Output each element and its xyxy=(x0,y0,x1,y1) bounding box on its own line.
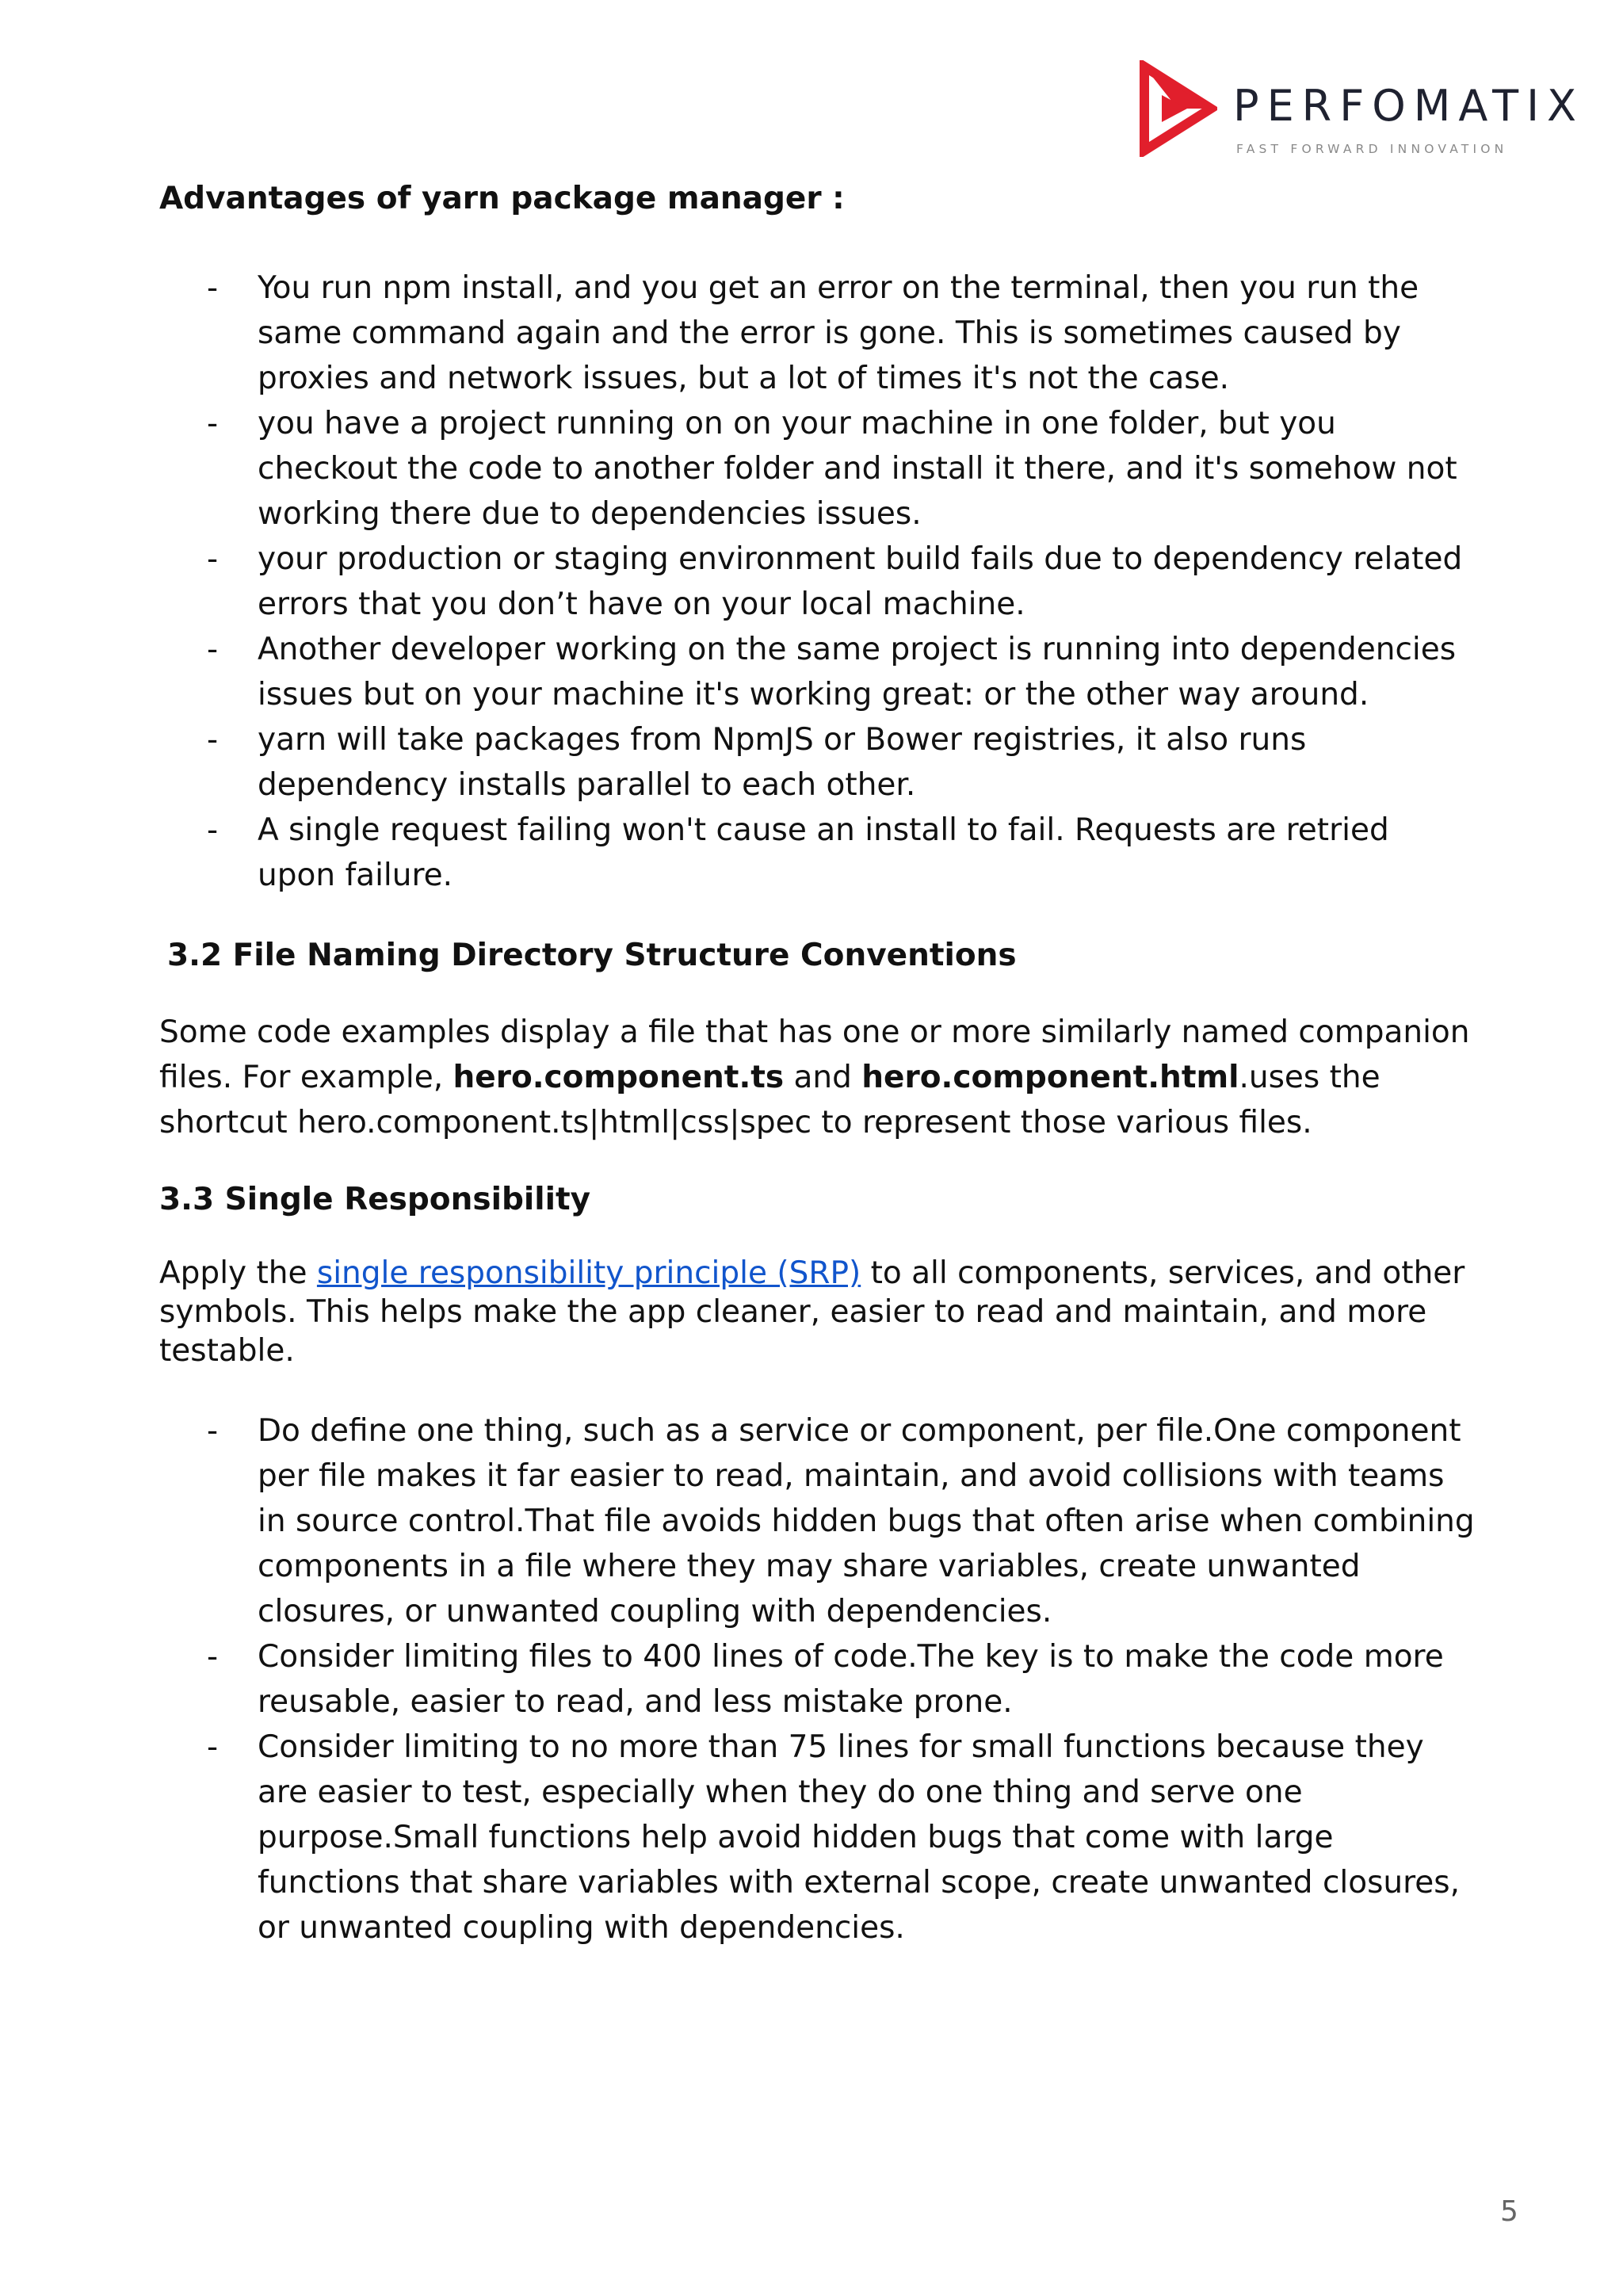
list-item xyxy=(159,717,1475,808)
dash-bullet: - xyxy=(207,722,219,758)
list-item xyxy=(159,401,1475,537)
paragraph-text: and xyxy=(784,1060,862,1095)
advantages-list xyxy=(159,266,1475,898)
advantages-heading: Advantages of yarn package manager : xyxy=(159,181,845,216)
list-item-text: Do define one thing, such as a service or component, per file.One component per file makes it far easier to read, maintain, and avoid collisions with teams in source control.That file avoids hidden bugs that often arise when combining components in a file where they may share variables, create unwanted closures, or unwanted coupling with dependencies. xyxy=(258,1413,1475,1629)
list-item xyxy=(159,1634,1475,1725)
list-item-text: yarn will take packages from NpmJS or Bower registries, it also runs dependency installs parallel to each other. xyxy=(258,722,1307,803)
list-item xyxy=(159,1408,1475,1634)
dash-bullet: - xyxy=(207,541,219,577)
srp-link[interactable]: single responsibility principle (SRP) xyxy=(316,1255,861,1291)
paragraph-text: .uses the shortcut hero.component.ts|html|css|spec to represent those various files. xyxy=(159,1060,1381,1140)
list-item xyxy=(159,537,1475,627)
brand-name: PERFOMATIX xyxy=(1233,81,1585,131)
list-item-text: Consider limiting to no more than 75 lines for small functions because they are easier to test, especially when they do one thing and serve one purpose.Small functions help avoid hidden bugs that come with large functions that share variables with external scope, create unwanted closures, or unwanted coupling with dependencies. xyxy=(258,1729,1461,1946)
section-3-2-heading: 3.2 File Naming Directory Structure Conventions xyxy=(167,938,1017,973)
responsibility-list xyxy=(159,1408,1475,1950)
document-body xyxy=(159,176,1475,1950)
paragraph-text: Some code examples display a file that has one or more similarly named companion files. For example, xyxy=(159,1014,1470,1095)
section-3-2-paragraph xyxy=(159,1010,1475,1145)
dash-bullet: - xyxy=(207,1413,219,1449)
brand-logo xyxy=(1138,60,1585,163)
paragraph-text: Apply the xyxy=(159,1255,317,1291)
list-item xyxy=(159,1725,1475,1950)
play-arrow-logo-icon xyxy=(1138,60,1217,157)
list-item-text: Another developer working on the same project is running into dependencies issues but on your machine it's working great: or the other way around. xyxy=(258,632,1457,712)
page-number: 5 xyxy=(1500,2195,1518,2228)
filename-html: hero.component.html xyxy=(861,1060,1239,1095)
brand-tagline: FAST FORWARD INNOVATION xyxy=(1236,142,1508,156)
dash-bullet: - xyxy=(207,1729,219,1765)
list-item-text: You run npm install, and you get an error on the terminal, then you run the same command again and the error is gone. This is sometimes caused by proxies and network issues, but a lot of times it's not the case. xyxy=(258,270,1419,396)
list-item xyxy=(159,808,1475,898)
dash-bullet: - xyxy=(207,632,219,667)
list-item xyxy=(159,266,1475,401)
section-3-3-heading: 3.3 Single Responsibility xyxy=(159,1182,591,1217)
paragraph-text: to all components, services, and other symbols. This helps make the app cleaner, easier to read and maintain, and more testable. xyxy=(159,1255,1465,1369)
list-item-text: you have a project running on on your machine in one folder, but you checkout the code to another folder and install it there, and it's somehow not working there due to dependencies issues. xyxy=(258,406,1457,532)
section-3-3-paragraph xyxy=(159,1254,1475,1370)
list-item xyxy=(159,627,1475,717)
filename-ts: hero.component.ts xyxy=(453,1060,785,1095)
dash-bullet: - xyxy=(207,1639,219,1675)
dash-bullet: - xyxy=(207,406,219,441)
list-item-text: your production or staging environment build fails due to dependency related errors that you don’t have on your local machine. xyxy=(258,541,1463,622)
list-item-text: Consider limiting files to 400 lines of code.The key is to make the code more reusable, easier to read, and less mistake prone. xyxy=(258,1639,1444,1720)
dash-bullet: - xyxy=(207,270,219,306)
list-item-text: A single request failing won't cause an install to fail. Requests are retried upon failure. xyxy=(258,812,1389,893)
dash-bullet: - xyxy=(207,812,219,848)
